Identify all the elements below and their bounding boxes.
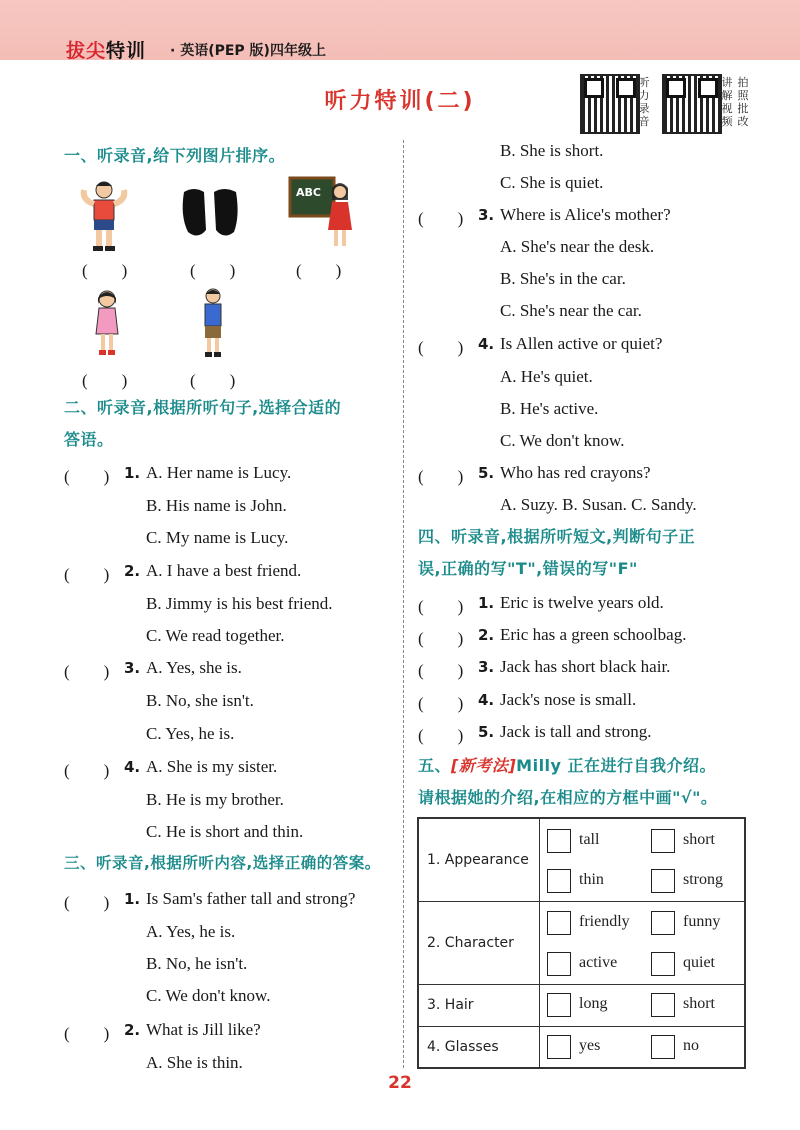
question-number: 3.: [478, 658, 495, 676]
answer-blank[interactable]: ( ): [418, 694, 464, 713]
brand-logo: [66, 36, 146, 63]
answer-blank[interactable]: ( ): [190, 261, 236, 280]
answer-blank[interactable]: ( ): [64, 565, 110, 584]
question-number: 3.: [478, 206, 495, 224]
section5-heading-line2: 请根据她的介绍,在相应的方框中画"√"。: [418, 788, 718, 807]
row-label: 2. Character: [427, 935, 514, 951]
option-a: A. Yes, she is.: [146, 658, 242, 677]
answer-blank[interactable]: ( ): [190, 371, 236, 390]
question-number: 1.: [478, 594, 495, 612]
option-abc: A. Suzy. B. Susan. C. Sandy.: [500, 495, 697, 514]
question-number: 4.: [478, 691, 495, 709]
option-b: B. He's active.: [500, 399, 599, 418]
option-b: B. His name is John.: [146, 496, 287, 515]
section1-heading: 一、听录音,给下列图片排序。: [64, 146, 286, 165]
question-number: 1.: [124, 464, 141, 482]
option-c: C. She is quiet.: [500, 173, 604, 192]
answer-blank[interactable]: ( ): [64, 893, 110, 912]
option-label: funny: [683, 913, 721, 930]
option-c: C. She's near the car.: [500, 301, 642, 320]
table-column-divider: [539, 819, 540, 1067]
section3-heading: 三、听录音,根据所听内容,选择正确的答案。: [64, 854, 381, 872]
answer-blank[interactable]: ( ): [418, 629, 464, 648]
checkbox[interactable]: [547, 993, 571, 1017]
svg-text:ABC: ABC: [296, 186, 321, 199]
checkbox[interactable]: [651, 1035, 675, 1059]
question-number: 4.: [478, 335, 495, 353]
question-number: 2.: [124, 562, 141, 580]
question-number: 5.: [478, 464, 495, 482]
option-c: C. He is short and thin.: [146, 822, 304, 841]
column-divider: [403, 140, 404, 1068]
teacher-blackboard-icon: [288, 176, 356, 250]
option-c: C. We don't know.: [500, 431, 625, 450]
checkbox[interactable]: [651, 829, 675, 853]
option-a: A. Her name is Lucy.: [146, 463, 292, 482]
question-number: 1.: [124, 890, 141, 908]
option-c: C. My name is Lucy.: [146, 528, 289, 547]
option-a: A. She is thin.: [146, 1053, 243, 1072]
statement-text: Jack is tall and strong.: [500, 722, 652, 741]
row-label: 4. Glasses: [427, 1039, 499, 1055]
question-number: 5.: [478, 723, 495, 741]
option-c: C. We don't know.: [146, 986, 271, 1005]
checkbox[interactable]: [651, 911, 675, 935]
qr-code-icon[interactable]: [580, 74, 640, 134]
section2-heading-line2: 答语。: [64, 430, 114, 449]
section4-heading-line2: 误,正确的写"T",错误的写"F": [418, 559, 638, 578]
option-b: B. Jimmy is his best friend.: [146, 594, 333, 613]
brand-part-a: 拔尖: [66, 40, 107, 62]
question-text: Who has red crayons?: [500, 463, 651, 482]
row-label: 3. Hair: [427, 997, 474, 1013]
brand-part-b: 特训: [106, 40, 147, 62]
answer-blank[interactable]: ( ): [418, 467, 464, 486]
option-label: short: [683, 995, 715, 1012]
answer-blank[interactable]: ( ): [64, 467, 110, 486]
statement-text: Jack's nose is small.: [500, 690, 637, 709]
checkbox[interactable]: [651, 952, 675, 976]
answer-blank[interactable]: ( ): [64, 761, 110, 780]
statement-text: Eric is twelve years old.: [500, 593, 664, 612]
question-text: What is Jill like?: [146, 1020, 261, 1039]
section2-heading-line1: 二、听录音,根据所听句子,选择合适的: [64, 398, 342, 417]
option-label: active: [579, 954, 618, 971]
option-label: strong: [683, 871, 723, 888]
page-number: 22: [388, 1073, 412, 1093]
section5-prefix: 五、: [418, 756, 452, 775]
answer-blank[interactable]: ( ): [418, 597, 464, 616]
qr-label-photo: 拍照批改: [737, 76, 749, 128]
option-a: A. I have a best friend.: [146, 561, 302, 580]
qr-label-video: 讲解视频: [721, 76, 733, 128]
page-title: 听力特训(二): [324, 89, 476, 114]
option-label: thin: [579, 871, 604, 888]
section4-heading-line1: 四、听录音,根据所听短文,判断句子正: [418, 527, 696, 546]
option-a: A. Yes, he is.: [146, 922, 236, 941]
answer-blank[interactable]: ( ): [418, 661, 464, 680]
option-b: B. No, she isn't.: [146, 691, 254, 710]
option-b: B. He is my brother.: [146, 790, 284, 809]
option-a: A. She's near the desk.: [500, 237, 655, 256]
question-number: 2.: [478, 626, 495, 644]
answer-blank[interactable]: ( ): [82, 261, 128, 280]
option-b: B. No, he isn't.: [146, 954, 248, 973]
question-number: 3.: [124, 659, 141, 677]
option-label: short: [683, 831, 715, 848]
new-format-tag: [新考法]: [451, 756, 517, 775]
checkbox[interactable]: [547, 829, 571, 853]
option-b: B. She is short.: [500, 141, 604, 160]
option-label: long: [579, 995, 608, 1012]
section5-heading-line1: [418, 750, 716, 782]
question-number: 4.: [124, 758, 141, 776]
checkbox[interactable]: [547, 911, 571, 935]
statement-text: Eric has a green schoolbag.: [500, 625, 687, 644]
girl-pink-icon: [90, 288, 124, 358]
option-c: C. We read together.: [146, 626, 285, 645]
self-intro-table: [417, 817, 746, 1069]
statement-text: Jack has short black hair.: [500, 657, 671, 676]
answer-blank[interactable]: ( ): [418, 209, 464, 228]
checkbox[interactable]: [651, 993, 675, 1017]
checkbox[interactable]: [547, 869, 571, 893]
option-a: A. He's quiet.: [500, 367, 593, 386]
checkbox[interactable]: [547, 952, 571, 976]
question-number: 2.: [124, 1021, 141, 1039]
option-b: B. She's in the car.: [500, 269, 626, 288]
checkbox[interactable]: [651, 869, 675, 893]
strong-boy-icon: [78, 178, 130, 252]
answer-blank[interactable]: ( ): [64, 1024, 110, 1043]
option-label: yes: [579, 1037, 601, 1054]
answer-blank[interactable]: ( ): [296, 261, 342, 280]
answer-blank[interactable]: ( ): [418, 726, 464, 745]
option-label: friendly: [579, 913, 630, 930]
answer-blank[interactable]: ( ): [418, 338, 464, 357]
option-label: tall: [579, 831, 600, 848]
qr-label-listening: 听力录音: [638, 76, 650, 128]
option-c: C. Yes, he is.: [146, 724, 235, 743]
checkbox[interactable]: [547, 1035, 571, 1059]
row-label: 1. Appearance: [427, 852, 529, 868]
question-text: Is Allen active or quiet?: [500, 334, 663, 353]
black-shoes-icon: [180, 186, 242, 242]
option-a: A. She is my sister.: [146, 757, 278, 776]
book-title: · 英语(PEP 版)四年级上: [170, 43, 326, 59]
qr-code-icon[interactable]: [662, 74, 722, 134]
answer-blank[interactable]: ( ): [64, 662, 110, 681]
question-text: Is Sam's father tall and strong?: [146, 889, 356, 908]
option-label: no: [683, 1037, 699, 1054]
option-label: quiet: [683, 954, 715, 971]
section5-heading-text: Milly 正在进行自我介绍。: [516, 756, 717, 775]
question-text: Where is Alice's mother?: [500, 205, 671, 224]
boy-blue-icon: [198, 286, 228, 360]
answer-blank[interactable]: ( ): [82, 371, 128, 390]
